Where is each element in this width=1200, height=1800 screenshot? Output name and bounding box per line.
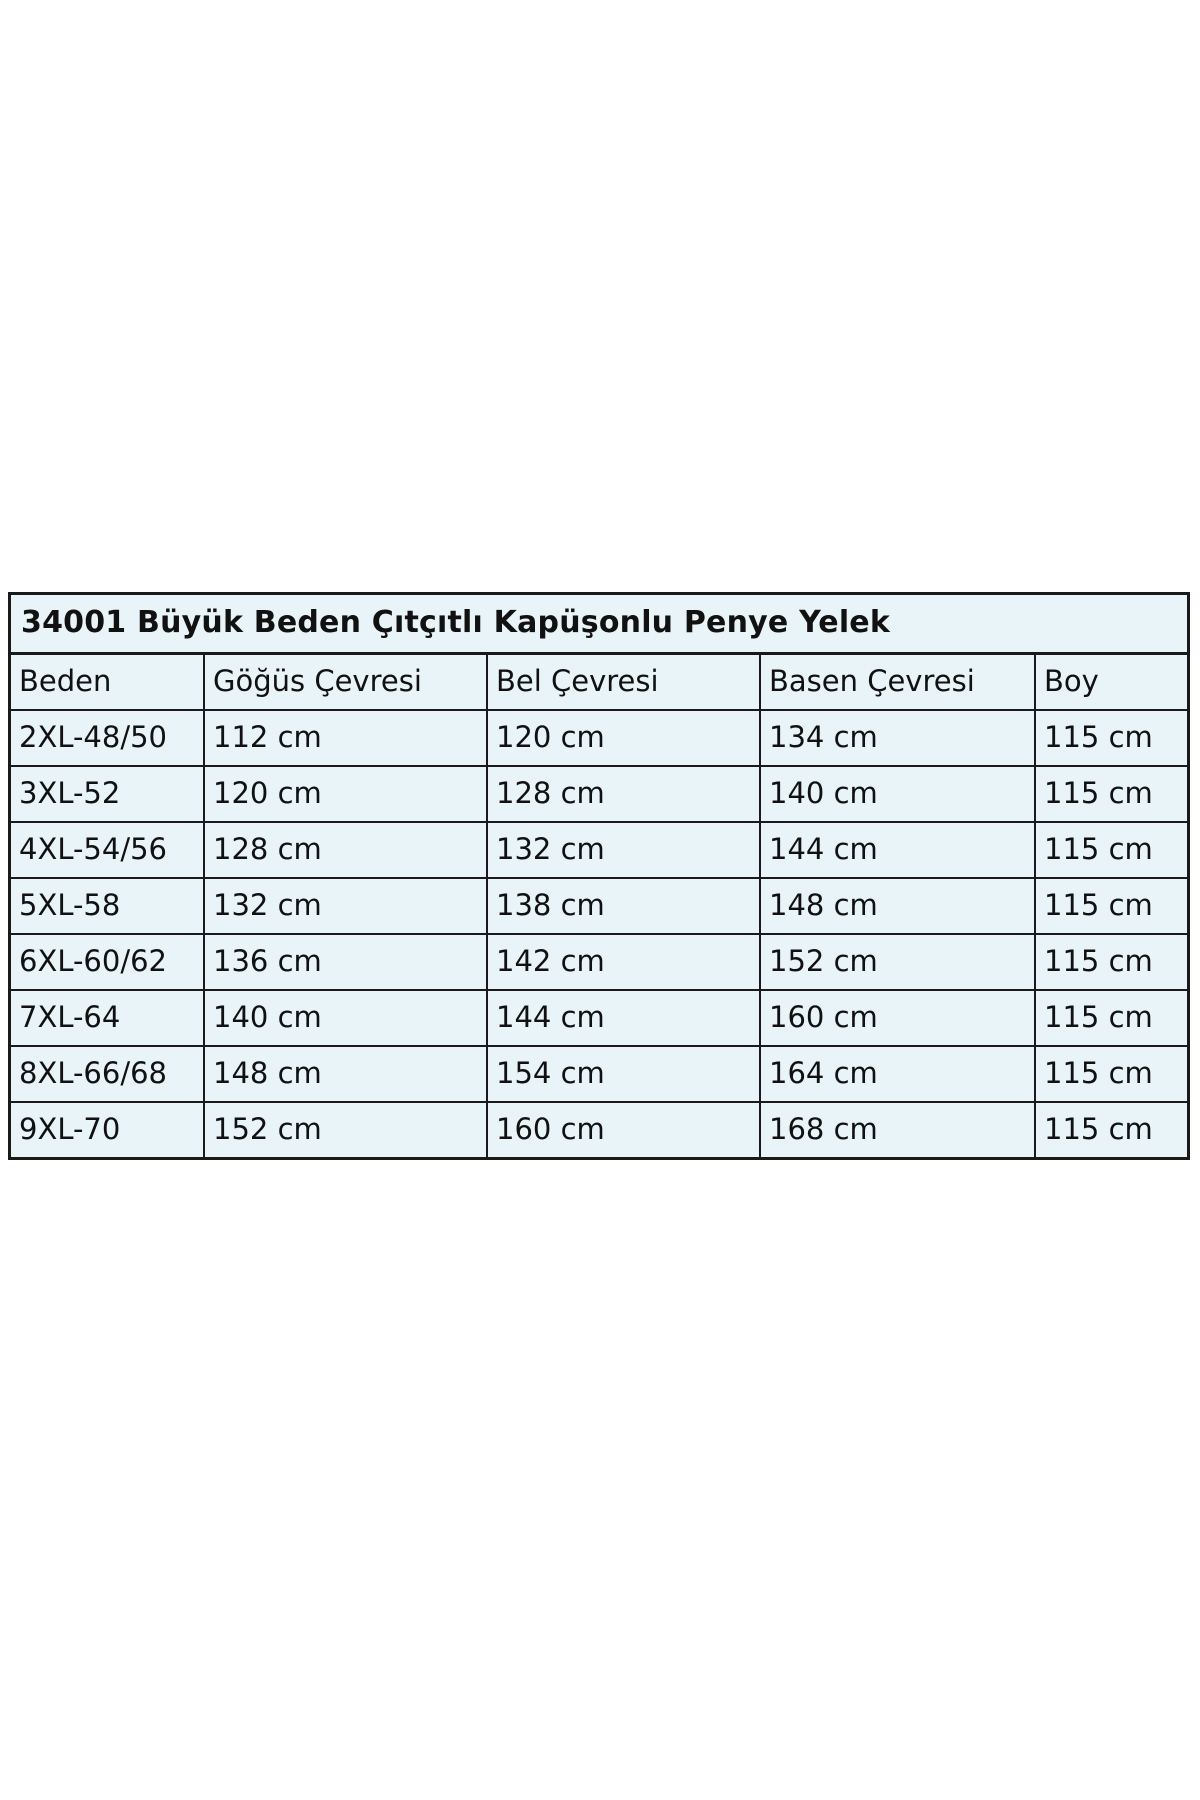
cell-hip: 148 cm <box>760 878 1035 934</box>
table-row <box>11 1102 1187 1157</box>
size-chart-title-row <box>11 595 1187 655</box>
cell-waist: 120 cm <box>487 710 760 766</box>
size-chart-table <box>11 655 1187 1157</box>
cell-waist: 142 cm <box>487 934 760 990</box>
table-row <box>11 990 1187 1046</box>
table-row <box>11 878 1187 934</box>
cell-chest: 140 cm <box>204 990 487 1046</box>
cell-waist: 138 cm <box>487 878 760 934</box>
column-header-beden: Beden <box>11 655 204 710</box>
page-title: 34001 Büyük Beden Çıtçıtlı Kapüşonlu Penye Yelek <box>21 605 891 640</box>
cell-length: 115 cm <box>1035 934 1187 990</box>
cell-length: 115 cm <box>1035 990 1187 1046</box>
size-chart-panel <box>8 592 1190 1160</box>
cell-size: 8XL-66/68 <box>11 1046 204 1102</box>
cell-waist: 144 cm <box>487 990 760 1046</box>
cell-length: 115 cm <box>1035 878 1187 934</box>
cell-waist: 132 cm <box>487 822 760 878</box>
cell-length: 115 cm <box>1035 710 1187 766</box>
table-row <box>11 766 1187 822</box>
column-header-bel-cevresi: Bel Çevresi <box>487 655 760 710</box>
cell-length: 115 cm <box>1035 1046 1187 1102</box>
cell-chest: 120 cm <box>204 766 487 822</box>
cell-hip: 140 cm <box>760 766 1035 822</box>
cell-size: 4XL-54/56 <box>11 822 204 878</box>
column-header-gogus-cevresi: Göğüs Çevresi <box>204 655 487 710</box>
cell-waist: 128 cm <box>487 766 760 822</box>
column-header-boy: Boy <box>1035 655 1187 710</box>
cell-hip: 168 cm <box>760 1102 1035 1157</box>
cell-size: 6XL-60/62 <box>11 934 204 990</box>
cell-hip: 164 cm <box>760 1046 1035 1102</box>
cell-chest: 136 cm <box>204 934 487 990</box>
cell-size: 2XL-48/50 <box>11 710 204 766</box>
cell-chest: 148 cm <box>204 1046 487 1102</box>
cell-hip: 144 cm <box>760 822 1035 878</box>
cell-length: 115 cm <box>1035 1102 1187 1157</box>
cell-size: 5XL-58 <box>11 878 204 934</box>
table-row <box>11 710 1187 766</box>
cell-hip: 134 cm <box>760 710 1035 766</box>
table-row <box>11 822 1187 878</box>
cell-size: 9XL-70 <box>11 1102 204 1157</box>
table-header <box>11 655 1187 710</box>
table-row <box>11 1046 1187 1102</box>
cell-size: 3XL-52 <box>11 766 204 822</box>
cell-waist: 160 cm <box>487 1102 760 1157</box>
cell-waist: 154 cm <box>487 1046 760 1102</box>
cell-size: 7XL-64 <box>11 990 204 1046</box>
cell-length: 115 cm <box>1035 766 1187 822</box>
cell-chest: 128 cm <box>204 822 487 878</box>
table-row <box>11 934 1187 990</box>
cell-chest: 152 cm <box>204 1102 487 1157</box>
cell-chest: 132 cm <box>204 878 487 934</box>
cell-length: 115 cm <box>1035 822 1187 878</box>
cell-hip: 160 cm <box>760 990 1035 1046</box>
table-header-row <box>11 655 1187 710</box>
table-body <box>11 710 1187 1157</box>
column-header-basen-cevresi: Basen Çevresi <box>760 655 1035 710</box>
cell-hip: 152 cm <box>760 934 1035 990</box>
cell-chest: 112 cm <box>204 710 487 766</box>
